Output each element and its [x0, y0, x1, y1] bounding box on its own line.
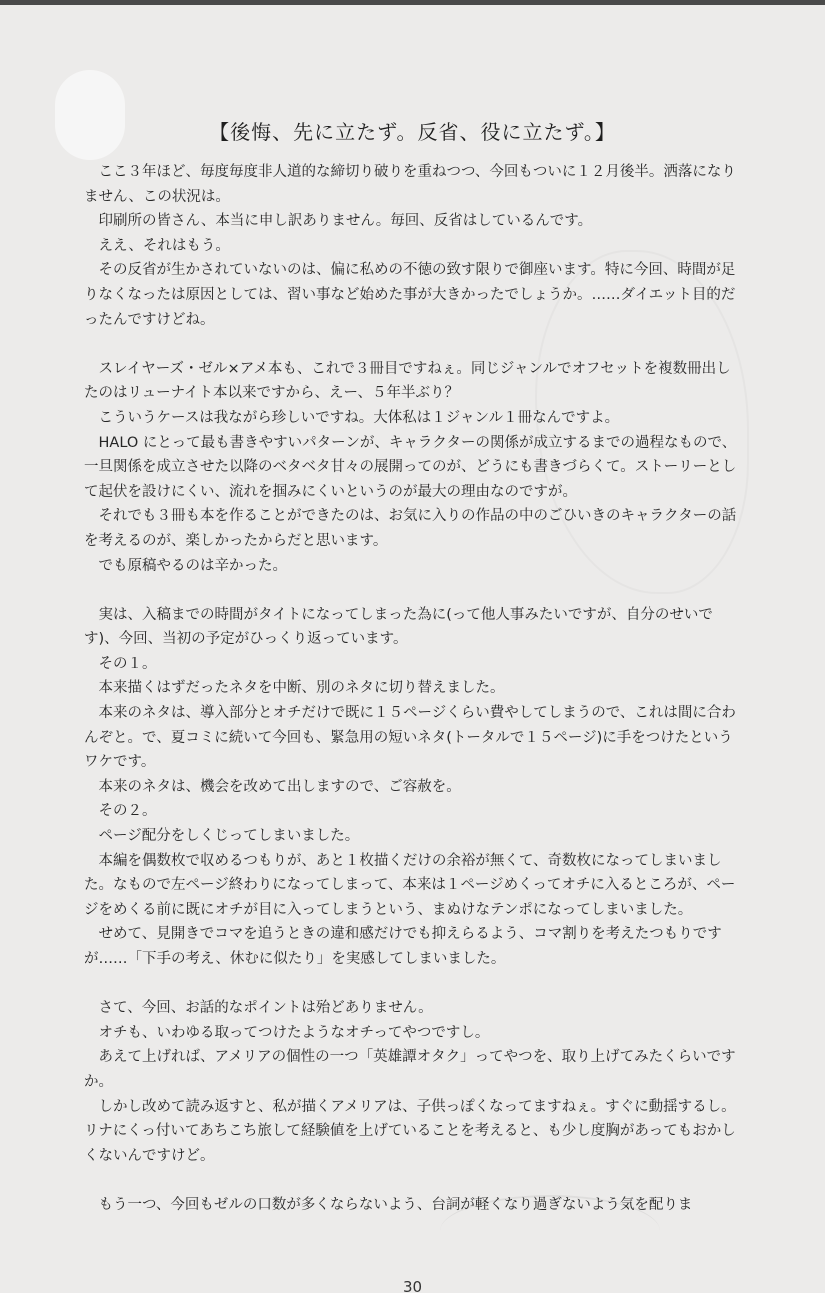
- paragraph-gap: [84, 972, 744, 997]
- paragraph: でも原稿やるのは辛かった。: [98, 557, 287, 574]
- paragraph-gap: [84, 578, 744, 603]
- paragraph: HALO にとって最も書きやすいパターンが、キャラクターの関係が成立するまでの過程なもので、一旦関係を成立させた以降のベタベタ甘々の展開ってのが、どうにも書きづらくて。ストーリーとして起伏を設けにくい、流れを掴みにくいというのが最大の理由なのですが。: [84, 434, 737, 500]
- paragraph: しかし改めて読み返すと、私が描くアメリアは、子供っぽくなってますねぇ。すぐに動揺するし。リナにくっ付いてあちこち旅して経験値を上げていることを考えると、も少し度胸があってもおかしくないんですけど。: [84, 1098, 736, 1164]
- paragraph: 本編を偶数枚で収めるつもりが、あと１枚描くだけの余裕が無くて、奇数枚になってしまいました。なもので左ページ終わりになってしまって、本来は１ページめくってオチに入るところが、ページをめくる前に既にオチが目に入ってしまうという、まぬけなテンポになってしまいました。: [84, 852, 736, 918]
- paragraph-gap: [84, 1168, 744, 1193]
- paragraph-gap: [84, 332, 744, 357]
- paragraph: スレイヤーズ・ゼル×アメ本も、これで３冊目ですねぇ。同じジャンルでオフセットを複数冊出したのはリューナイト本以来ですから、えー、５年半ぶり？: [84, 360, 731, 402]
- paragraph: 本来描くはずだったネタを中断、別のネタに切り替えました。: [98, 680, 505, 697]
- paragraph: その反省が生かされていないのは、偏に私めの不徳の致す限りで御座います。特に今回、時間が足りなくなったは原因としては、習い事など始めた事が大きかったでしょうか。……ダイエット目的だったんですけどね。: [84, 262, 736, 328]
- paragraph: ええ、それはもう。: [98, 237, 230, 254]
- paragraph: もう一つ、今回もゼルの口数が多くならないよう、台詞が軽くなり過ぎないよう気を配りま: [98, 1196, 693, 1213]
- paragraph: 印刷所の皆さん、本当に申し訳ありません。毎回、反省はしているんです。: [98, 213, 593, 230]
- page-title: 【後悔、先に立たず。反省、役に立たず。】: [209, 120, 616, 144]
- paragraph: あえて上げれば、アメリアの個性の一つ「英雄譚オタク」ってやつを、取り上げてみたくらいですか。: [84, 1049, 736, 1090]
- paragraph: こういうケースは我ながら珍しいですね。大体私は１ジャンル１冊なんですよ。: [98, 409, 620, 426]
- paragraph: それでも３冊も本を作ることができたのは、お気に入りの作品の中のごひいきのキャラクターの話を考えるのが、楽しかったからだと思います。: [84, 508, 737, 549]
- scan-edge: [0, 0, 825, 5]
- paragraph: その２。: [98, 803, 157, 820]
- page-number: 30: [402, 1278, 423, 1293]
- paragraph: オチも、いわゆる取ってつけたようなオチってやつですし。: [98, 1024, 490, 1041]
- paragraph: ここ３年ほど、毎度毎度非人道的な締切り破りを重ねつつ、今回もついに１２月後半。洒落になりません、この状況は。: [84, 164, 736, 205]
- body-text: [84, 160, 744, 1218]
- paragraph: せめて、見開きでコマを追うときの違和感だけでも抑えらるよう、コマ割りを考えたつもりですが……「下手の考え、休むに似たり」を実感してしまいました。: [84, 926, 722, 967]
- paragraph: ページ配分をしくじってしまいました。: [98, 828, 360, 845]
- paragraph: 実は、入稿までの時間がタイトになってしまった為に(って他人事みたいですが、自分のせいです)、今回、当初の予定がひっくり返っています。: [84, 606, 713, 648]
- paragraph: 本来のネタは、導入部分とオチだけで既に１５ページくらい費やしてしまうので、これは間に合わんぞと。で、夏コミに続いて今回も、緊急用の短いネタ(トータルで１５ページ)に手をつけたというワケです。: [84, 705, 736, 771]
- paragraph: さて、今回、お話的なポイントは殆どありません。: [98, 1000, 433, 1017]
- background-artwork-ghost: [55, 70, 125, 160]
- paragraph: その１。: [98, 655, 157, 672]
- paragraph: 本来のネタは、機会を改めて出しますので、ご容赦を。: [98, 778, 461, 795]
